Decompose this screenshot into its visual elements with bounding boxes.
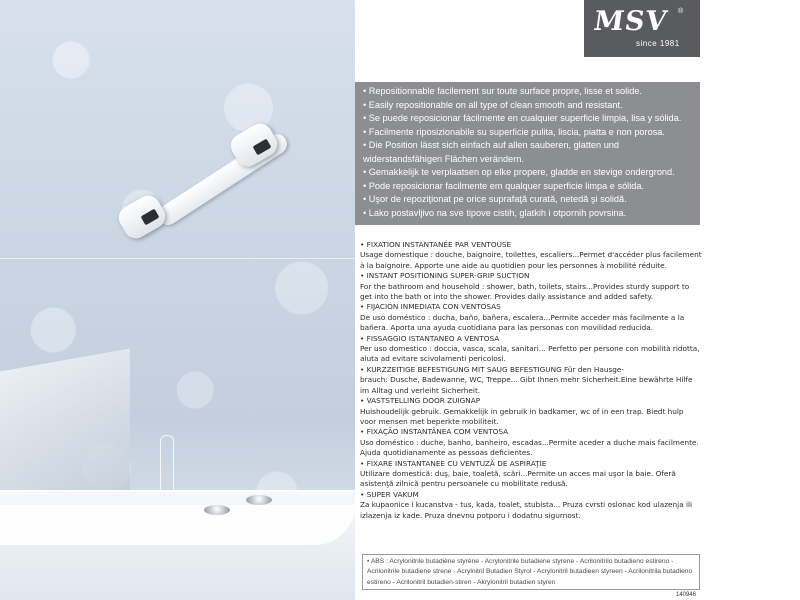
feature-item: • Lako postavljivo na sve tipove cistih, glatkih i otpornih povrsina.	[363, 207, 627, 218]
product-photo	[0, 0, 355, 600]
brand-name: MSV	[591, 6, 670, 37]
feature-list	[355, 82, 700, 220]
registered-mark: ®	[678, 8, 684, 15]
feature-item: • Se puede reposicionar fácilmente en cualquier superficie limpia, lisa y sólida.	[363, 113, 682, 123]
desc-body: Za kupaonice i kucanstva - tus, kada, toalet, stubista... Pruza cvrsti oslonac kod ulazenja ili izlazenja iz kade. Pruza dnevnu potporu i dodatnu sigurnost.	[360, 500, 693, 520]
desc-heading: • FISSAGGIO ISTANTANEO A VENTOSA	[360, 333, 500, 343]
materials-box	[362, 554, 700, 590]
feature-item: • Die Position lässt sich einfach auf allen sauberen, glatten und widerstandsfähigen Flächen verändern.	[363, 140, 620, 164]
bathtub-rim	[0, 505, 355, 545]
desc-body: For the bathroom and household : shower, bath, toilets, stairs...Provides sturdy support to get into the bath or into the shower. Provides daily assistance and added safety.	[360, 281, 690, 302]
feature-item: • Gemakkelijk te verplaatsen op elke propere, gladde en stevige ondergrond.	[363, 167, 675, 177]
feature-item: • Easily repositionable on all type of clean smooth and resistant.	[363, 99, 623, 110]
desc-body: Usage domestique : douche, baignoire, toilettes, escaliers...Permet d'accéder plus facilement à la baignoire. Apporte une aide au quotidien pour les personnes à mobilité réduite.	[360, 250, 702, 270]
feature-item: • Uşor de repoziţionat pe orice suprafaţă curată, netedă şi solidă.	[363, 194, 627, 204]
brand-since: since 1981	[636, 39, 680, 48]
faucet-knob-icon	[246, 495, 272, 505]
feature-panel	[355, 82, 700, 225]
desc-body: Per uso domestico : doccia, vasca, scala, sanitari... Perfetto per persone con mobilità ridotta, aiuta ad evitare scivolamenti pericolosi.	[360, 344, 700, 364]
desc-heading: • VASTSTELLING DOOR ZUIGNAP	[360, 396, 481, 406]
materials-text: • ABS : Acrylonitrile butadiène styrène - Acrylonitrile butadiene styrene - Acrilonitrilo butadieno estireno - Acrilonitrile butadiene strene - Acrylnitril Butadien Styrol - Acrylonitril butadieen styreen - Acrilonitrila butadieno estireno - Acrilonitril butadien-stiren - Akrylonitril butadien styren	[367, 558, 693, 586]
desc-body: De uso doméstico : ducha, baño, bañera, escalera...Permite acceder más facilmente a la bañera. Aporta una ayuda cuotidiana para las personas con movilidad reducida.	[360, 312, 685, 333]
desc-body: Huishoudelijk gebruik. Gemakkelijk in gebruik in badkamer, wc of in een trap. Biedt hulp voor mensen met beperkte mobiliteit.	[360, 406, 684, 426]
multilingual-description	[360, 240, 702, 521]
feature-item: • Facilmente riposizionabile su superficie pulita, liscia, piatta e non porosa.	[363, 126, 665, 137]
desc-heading: • FIXARE INSTANTANEE CU VENTUZĂ DE ASPIRAŢIE	[360, 458, 547, 468]
desc-body: Utilizare domestică: duş, baie, toaletă, scări...Permite un acces mai uşor la baie. Oferă asistenţă zilnică pentru persoanele cu mobilitate redusă.	[360, 468, 676, 489]
desc-heading: • INSTANT POSITIONING SUPER-GRIP SUCTION	[360, 271, 530, 281]
desc-body: Uso doméstico : duche, banho, banheiro, escadas...Permite aceder a duche mais facilmente. Ajuda quotidianamente as pessoas deficientes.	[360, 437, 699, 458]
brand-logo	[584, 0, 700, 57]
desc-body: brauch: Dusche, Badewanne, WC, Treppe... Gibt Ihnen mehr Sicherheit.Eine bewährte Hilfe im Alltag und verleiht Sicherheit.	[360, 375, 693, 395]
feature-item: • Pode reposicionar facilmente em qualquer superficie limpa e sólida.	[363, 180, 645, 191]
faucet-knob-icon	[204, 505, 230, 515]
desc-heading: • FIXAÇÃO INSTANTÂNEA COM VENTOSA	[360, 427, 509, 437]
desc-heading: • SUPER VAKUM	[360, 489, 419, 499]
product-code: 140946	[676, 592, 697, 598]
tile-seam	[0, 258, 355, 259]
suction-grab-bar	[120, 120, 310, 240]
desc-heading: • FIXATION INSTANTANÉE PAR VENTOUSE	[360, 240, 512, 249]
feature-item: • Repositionnable facilement sur toute surface propre, lisse et solide.	[363, 86, 642, 96]
desc-heading: • FIJACIÓN INMEDIATA CON VENTOSAS	[360, 302, 501, 312]
desc-heading: • KURZZEITIGE BEFESTIGUNG MIT SAUG BEFESTIGUNG Für den Hausge-	[360, 364, 625, 374]
